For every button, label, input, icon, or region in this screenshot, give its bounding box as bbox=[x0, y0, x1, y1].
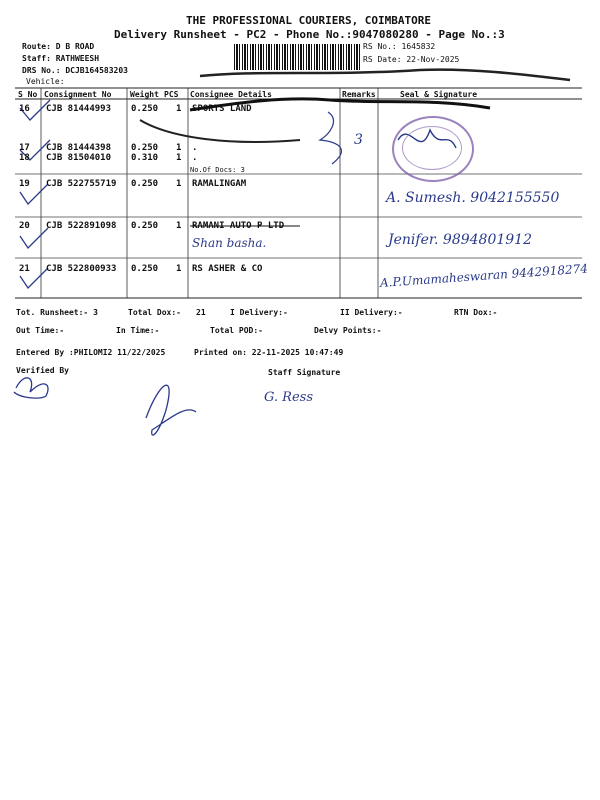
row-consignee: RAMALINGAM bbox=[192, 179, 247, 189]
row-sno: 19 bbox=[19, 179, 30, 189]
runsheet-subtitle: Delivery Runsheet - PC2 - Phone No.:9047080280 - Page No.:3 bbox=[114, 28, 505, 41]
rs-date: RS Date: 22-Nov-2025 bbox=[363, 55, 460, 64]
row21-signature-hand: A.P.Umamaheswaran 9442918274 bbox=[379, 261, 589, 290]
entered-by: Entered By :PHILOMI2 11/22/2025 bbox=[16, 348, 166, 357]
row-consignee: SPORTS LAND bbox=[192, 104, 252, 114]
row-weight: 0.250 bbox=[131, 264, 159, 274]
staff: Staff: RATHWEESH bbox=[22, 54, 100, 63]
drs-number: DRS No.: DCJB164583203 bbox=[22, 66, 128, 75]
row-weight: 0.250 bbox=[131, 221, 159, 231]
col-weight: Weight bbox=[130, 90, 159, 99]
verified-by: Verified By bbox=[16, 366, 69, 375]
col-pcs: PCS bbox=[164, 90, 179, 99]
delvy-points: Delvy Points:- bbox=[314, 326, 382, 335]
row16-remark-hand: 3 bbox=[354, 132, 363, 148]
row-pcs: 1 bbox=[176, 264, 182, 274]
tot-runsheet: Tot. Runsheet:- 3 bbox=[16, 308, 98, 317]
row-consignee: RS ASHER & CO bbox=[192, 264, 263, 274]
row-pcs: 1 bbox=[176, 143, 182, 153]
printed-on: Printed on: 22-11-2025 10:47:49 bbox=[194, 348, 344, 357]
col-remarks: Remarks bbox=[342, 90, 376, 99]
total-pod: Total POD:- bbox=[210, 326, 263, 335]
route: Route: D B ROAD bbox=[22, 42, 95, 51]
row-weight: 0.250 bbox=[131, 143, 159, 153]
row-pcs: 1 bbox=[176, 221, 182, 231]
col-sno: S No bbox=[18, 90, 38, 99]
row-weight: 0.250 bbox=[131, 179, 159, 189]
row-pcs: 1 bbox=[176, 179, 182, 189]
second-signature bbox=[146, 385, 196, 435]
total-dox-label: Total Dox:- bbox=[128, 308, 181, 317]
row-consignment: CJB 522755719 bbox=[46, 179, 117, 189]
i-delivery: I Delivery:- bbox=[230, 308, 288, 317]
row-weight: 0.250 bbox=[131, 104, 159, 114]
row20-signature-hand: Jenifer. 9894801912 bbox=[388, 232, 532, 248]
row-sno: 16 bbox=[19, 104, 30, 114]
row-consignee: . bbox=[192, 143, 198, 153]
row-sno: 17 bbox=[19, 143, 30, 153]
staff-signature-hand: G. Ress bbox=[264, 390, 314, 405]
row-consignment: CJB 81444993 bbox=[46, 104, 112, 114]
col-consignee: Consignee Details bbox=[190, 90, 272, 99]
row-consignee: . bbox=[192, 153, 198, 163]
seal-stamp-inner bbox=[402, 126, 462, 170]
in-time: In Time:- bbox=[116, 326, 160, 335]
row20-name-hand: Shan basha. bbox=[192, 236, 267, 250]
verified-signature bbox=[14, 378, 48, 398]
out-time: Out Time:- bbox=[16, 326, 65, 335]
company-title: THE PROFESSIONAL COURIERS, COIMBATORE bbox=[186, 14, 432, 27]
row-sno: 20 bbox=[19, 221, 30, 231]
row-consignment: CJB 81444398 bbox=[46, 143, 112, 153]
row-pcs: 1 bbox=[176, 153, 182, 163]
rs-number: RS No.: 1645832 bbox=[363, 42, 436, 51]
row-pcs: 1 bbox=[176, 104, 182, 114]
row-consignment: CJB 81504010 bbox=[46, 153, 112, 163]
row-consignee: RAMANI AUTO P LTD bbox=[192, 221, 285, 231]
staff-signature-label: Staff Signature bbox=[268, 368, 341, 377]
row-consignment: CJB 522800933 bbox=[46, 264, 117, 274]
row19-signature-hand: A. Sumesh. 9042155550 bbox=[386, 190, 560, 206]
rtn-dox: RTN Dox:- bbox=[454, 308, 498, 317]
total-dox-value: 21 bbox=[196, 308, 206, 317]
row-consignment: CJB 522891098 bbox=[46, 221, 117, 231]
check-icon bbox=[20, 228, 48, 248]
row-sno: 21 bbox=[19, 264, 30, 274]
row-sno: 18 bbox=[19, 153, 30, 163]
vehicle: Vehicle: bbox=[26, 77, 65, 86]
row-weight: 0.310 bbox=[131, 153, 159, 163]
no-of-docs: No.Of Docs: 3 bbox=[190, 166, 245, 174]
col-seal: Seal & Signature bbox=[400, 90, 478, 99]
col-consignment: Consignment No bbox=[44, 90, 112, 99]
ii-delivery: II Delivery:- bbox=[340, 308, 403, 317]
